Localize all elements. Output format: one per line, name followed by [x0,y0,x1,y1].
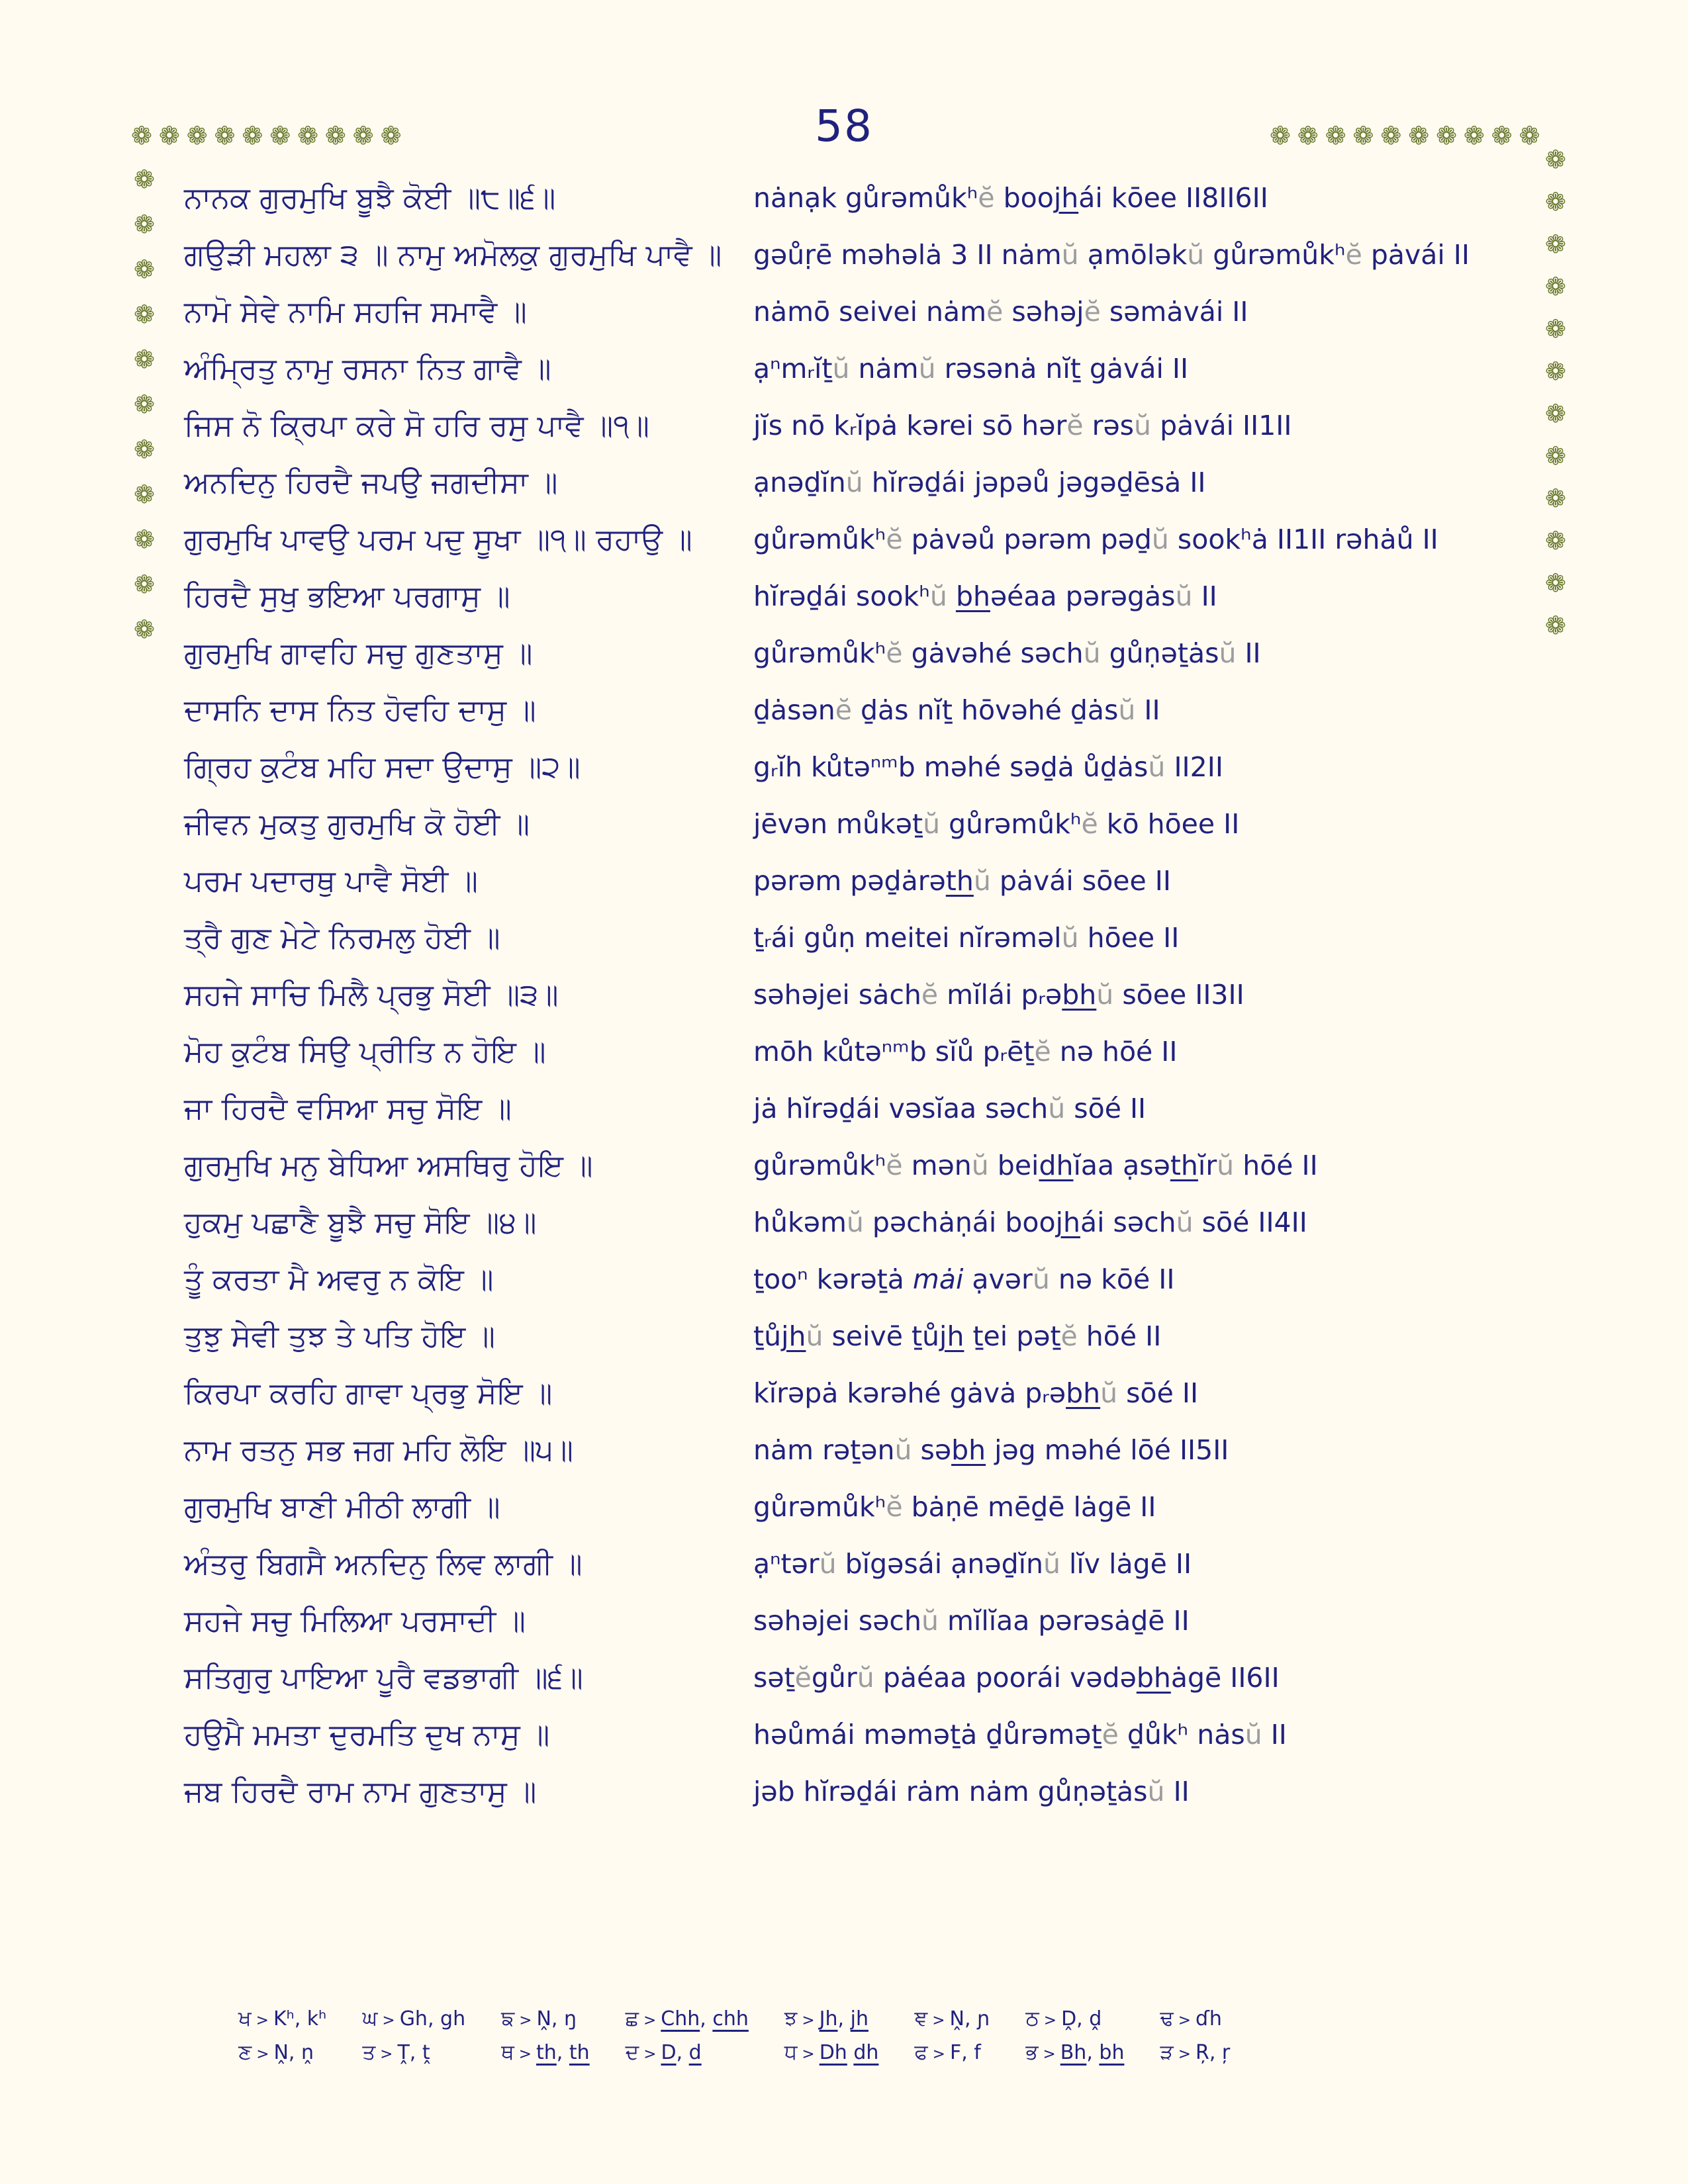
legend-gurmukhi-letter: ਛ [625,2007,639,2030]
verse-row [184,1137,1508,1194]
gurmukhi-text: ਗੁਰਮੁਖਿ ਮਨੁ ਬੇਧਿਆ ਅਸਥਿਰੁ ਹੋਇ ॥ [184,1148,593,1183]
transliteration-text: ạnəḏĭnŭ hĭrəḏái jəpəů jəgəḏēsȧ II [753,467,1206,498]
gurmukhi-text: ਸਹਜੇ ਸਚੁ ਮਿਲਿਆ ਪਰਸਾਦੀ ॥ [184,1603,526,1638]
transliteration-text: jēvən můkəṯŭ gůrəmůkʰĕ kō hōee II [753,808,1240,840]
transliteration-text: gůrəmůkʰĕ mənŭ beidhĭaa ạsəthĭrŭ hōé II [753,1150,1318,1181]
flower-icon: ❁ [186,121,208,150]
verse-row [184,682,1508,739]
flower-icon: ❁ [134,570,155,599]
verse-row [184,1365,1508,1422]
legend-gurmukhi-letter: ਝ [784,2007,798,2030]
legend-item [626,2040,749,2065]
legend-gurmukhi-letter: ਢ [1160,2007,1174,2030]
legend-latin-mapping: ɗh [1196,2007,1222,2030]
gurmukhi-text: ਜੀਵਨ ਮੁਕਤੁ ਗੁਰਮੁਖਿ ਕੋ ਹੋਈ ॥ [184,806,530,841]
flower-icon: ❁ [324,121,346,150]
legend-separator: > [1178,2046,1191,2063]
gurmukhi-text: ਸਹਜੇ ਸਾਚਿ ਮਿਲੈ ਪ੍ਰਭੁ ਸੋਈ ॥੩॥ [184,977,559,1012]
flower-icon: ❁ [134,390,155,419]
verse-row [184,1535,1508,1592]
verse-row [184,1194,1508,1251]
legend-item [1160,2007,1230,2031]
legend-item [238,2040,326,2065]
gurmukhi-text: ਗੁਰਮੁਖਿ ਬਾਣੀ ਮੀਠੀ ਲਾਗੀ ॥ [184,1489,500,1524]
gurmukhi-text: ਅੰਮ੍ਰਿਤੁ ਨਾਮੁ ਰਸਨਾ ਨਿਤ ਗਾਵੈ ॥ [184,351,551,386]
transliteration-text: səhəjei sȧchĕ mĭlái pᵣəbhŭ sōee II3II [753,979,1244,1011]
gurmukhi-text: ਨਾਮ ਰਤਨੁ ਸਭ ਜਗ ਮਹਿ ਲੋਇ ॥੫॥ [184,1432,573,1467]
legend-item [1025,2007,1124,2031]
legend-latin-mapping: Ṱ, ṱ [397,2041,430,2064]
flower-icon: ❁ [297,121,318,150]
verse-row [184,283,1508,340]
gurmukhi-text: ਪਰਮ ਪਦਾਰਥੁ ਪਾਵੈ ਸੋਈ ॥ [184,863,478,898]
legend-separator: > [380,2046,393,2063]
verse-row [184,454,1508,511]
legend-separator: > [1178,2012,1191,2029]
legend-separator: > [643,2046,657,2063]
transliteration-text: həůmái məməṯȧ ḏůrəməṯĕ ḏůkʰ nȧsŭ II [753,1719,1287,1751]
flower-icon: ❁ [1545,272,1566,301]
ornament-column-left [134,167,155,642]
flower-icon: ❁ [380,121,402,150]
flower-icon: ❁ [134,165,155,194]
verse-row [184,625,1508,682]
gurmukhi-text: ਗ੍ਰਿਹ ਕੁਟੰਬ ਮਹਿ ਸਦਾ ਉਦਾਸੁ ॥੨॥ [184,749,581,784]
verse-row [184,169,1508,226]
flower-icon: ❁ [131,121,152,150]
transliteration-text: gᵣĭh kůtəⁿᵐb məhé səḏȧ ůḏȧsŭ II2II [753,751,1223,783]
legend-separator: > [518,2046,532,2063]
legend-latin-mapping: Ṋ, ŋ [536,2007,577,2030]
verse-row [184,1479,1508,1535]
ornament-row-top-left [131,123,401,148]
verse-list [184,169,1508,1820]
gurmukhi-text: ਨਾਮੋ ਸੇਵੇ ਨਾਮਿ ਸਹਜਿ ਸਮਾਵੈ ॥ [184,294,527,329]
verse-row [184,1763,1508,1820]
transliteration-text: ṯᵣái gůṇ meitei nĭrəməlŭ hōee II [753,922,1180,954]
legend-gurmukhi-letter: ਘ [362,2007,378,2030]
legend-gurmukhi-letter: ਦ [625,2040,639,2064]
legend-gurmukhi-letter: ਧ [784,2040,798,2064]
verse-row [184,568,1508,625]
verse-row [184,966,1508,1023]
gurmukhi-text: ਤੁਝੁ ਸੇਵੀ ਤੁਝ ਤੇ ਪਤਿ ਹੋਇ ॥ [184,1318,495,1353]
legend-gurmukhi-letter: ਫ [914,2040,928,2064]
legend-gurmukhi-letter: ਣ [238,2040,252,2064]
legend-item [238,2007,326,2031]
transliteration-text: ạⁿmᵣĭṯŭ nȧmŭ rəsənȧ nĭṯ gȧvái II [753,353,1189,385]
legend-gurmukhi-letter: ਭ [1025,2040,1039,2064]
gurmukhi-text: ਦਾਸਨਿ ਦਾਸ ਨਿਤ ਹੋਵਹਿ ਦਾਸੁ ॥ [184,692,536,727]
legend-latin-mapping: Bh, bh [1060,2041,1125,2064]
legend-item [914,2007,990,2031]
legend-latin-mapping: th, th [536,2041,590,2064]
flower-icon: ❁ [134,525,155,554]
gurmukhi-text: ਹਿਰਦੈ ਸੁਖੁ ਭਇਆ ਪਰਗਾਸੁ ॥ [184,578,510,614]
transliteration-text: jəb hĭrəḏái rȧm nȧm gůṇəṯȧsŭ II [753,1776,1190,1807]
flower-icon: ❁ [352,121,374,150]
legend-latin-mapping: Dh dh [819,2041,879,2064]
legend-item [362,2040,465,2065]
gurmukhi-text: ਜਾ ਹਿਰਦੈ ਵਸਿਆ ਸਚੁ ਸੋਇ ॥ [184,1091,512,1126]
verse-row [184,1422,1508,1479]
transliteration-text: ḏȧsənĕ ḏȧs nĭṯ hōvəhé ḏȧsŭ II [753,694,1160,726]
flower-icon: ❁ [269,121,291,150]
flower-icon: ❁ [1380,121,1402,150]
legend-gurmukhi-letter: ਖ [238,2007,252,2030]
legend-item [501,2007,590,2031]
legend-latin-mapping: D, d [661,2041,702,2064]
legend-separator: > [382,2012,395,2029]
legend-item [1025,2040,1124,2065]
legend-latin-mapping: F, f [949,2041,981,2064]
legend-gurmukhi-letter: ਙ [501,2007,515,2030]
flower-icon: ❁ [134,480,155,509]
flower-icon: ❁ [1545,611,1566,640]
verse-row [184,340,1508,397]
flower-icon: ❁ [1519,121,1540,150]
legend-separator: > [519,2012,532,2029]
legend-gurmukhi-letter: ਞ [914,2007,928,2030]
verse-row [184,1706,1508,1763]
verse-row [184,739,1508,796]
legend-grid [238,2007,1230,2065]
gurmukhi-text: ਤ੍ਰੈ ਗੁਣ ਮੇਟੇ ਨਿਰਮਲੁ ਹੋਈ ॥ [184,920,500,955]
flower-icon: ❁ [1352,121,1374,150]
flower-icon: ❁ [1297,121,1319,150]
legend-latin-mapping: Ṋ, ṋ [273,2041,314,2064]
verse-row [184,1308,1508,1365]
legend-separator: > [802,2046,815,2063]
transliteration-text: gůrəmůkʰĕ gȧvəhé səchŭ gůṇəṯȧsŭ II [753,637,1261,669]
ornament-column-right [1545,147,1566,638]
verse-row [184,852,1508,909]
flower-icon: ❁ [1545,484,1566,513]
legend-latin-mapping: Ŗ, ŗ [1196,2041,1231,2064]
legend-latin-mapping: Kʰ, kʰ [273,2007,327,2030]
legend-separator: > [643,2012,657,2029]
legend-separator: > [932,2012,945,2029]
flower-icon: ❁ [134,615,155,644]
legend-item [362,2007,465,2031]
legend-separator: > [256,2012,269,2029]
gurmukhi-text: ਜਬ ਹਿਰਦੈ ਰਾਮ ਨਾਮ ਗੁਣਤਾਸੁ ॥ [184,1774,537,1809]
flower-icon: ❁ [134,300,155,329]
transliteration-text: nȧmō seivei nȧmĕ səhəjĕ səmȧvái II [753,296,1248,328]
flower-icon: ❁ [1545,314,1566,343]
verse-row [184,909,1508,966]
flower-icon: ❁ [1545,187,1566,216]
verse-row [184,1080,1508,1137]
transliteration-text: ṯůjhŭ seivē ṯůjh ṯei pəṯĕ hōé II [753,1320,1162,1352]
gurmukhi-text: ਜਿਸ ਨੋ ਕ੍ਰਿਪਾ ਕਰੇ ਸੋ ਹਰਿ ਰਸੁ ਪਾਵੈ ॥੧॥ [184,408,649,443]
verse-row [184,397,1508,454]
flower-icon: ❁ [134,255,155,284]
transliteration-text: gəůṛē məhəlȧ 3 II nȧmŭ ạmōləkŭ gůrəmůkʰĕ pȧvái II [753,239,1470,271]
transliteration-text: kĭrəpȧ kərəhé gȧvȧ pᵣəbhŭ sōé II [753,1377,1199,1409]
flower-icon: ❁ [1463,121,1485,150]
flower-icon: ❁ [1545,145,1566,174]
gurmukhi-text: ਅੰਤਰੁ ਬਿਗਸੈ ਅਨਦਿਨੁ ਲਿਵ ਲਾਗੀ ॥ [184,1546,583,1581]
transliteration-legend [238,2007,1230,2065]
legend-item [784,2007,879,2031]
verse-row [184,1251,1508,1308]
legend-item [1160,2040,1230,2065]
transliteration-text: pərəm pəḏȧrəthŭ pȧvái sōee II [753,865,1171,897]
legend-gurmukhi-letter: ਥ [501,2040,514,2064]
flower-icon: ❁ [1545,230,1566,259]
legend-separator: > [1043,2046,1056,2063]
flower-icon: ❁ [158,121,180,150]
gurmukhi-text: ਨਾਨਕ ਗੁਰਮੁਖਿ ਬੂਝੈ ਕੋਈ ॥੮॥੬॥ [184,180,556,215]
legend-latin-mapping: Chh, chh [661,2007,749,2030]
flower-icon: ❁ [1491,121,1513,150]
legend-gurmukhi-letter: ੜ [1160,2040,1174,2064]
flower-icon: ❁ [1545,399,1566,428]
flower-icon: ❁ [1436,121,1457,150]
flower-icon: ❁ [1408,121,1430,150]
gurmukhi-text: ਸਤਿਗੁਰੁ ਪਾਇਆ ਪੂਰੈ ਵਡਭਾਗੀ ॥੬॥ [184,1660,583,1695]
transliteration-text: ạⁿtərŭ bĭgəsái ạnəḏĭnŭ lĭv lȧgē II [753,1548,1192,1580]
legend-latin-mapping: Gh, gh [399,2007,466,2030]
gurmukhi-text: ਤੂੰ ਕਰਤਾ ਮੈ ਅਵਰੁ ਨ ਕੋਇ ॥ [184,1261,494,1297]
gurmukhi-text: ਅਨਦਿਨੁ ਹਿਰਦੈ ਜਪਉ ਜਗਦੀਸਾ ॥ [184,465,558,500]
legend-item [784,2040,879,2065]
verse-row [184,226,1508,283]
transliteration-text: səṯĕgůrŭ pȧéaa poorái vədəbhȧgē II6II [753,1662,1280,1694]
verse-row [184,1649,1508,1706]
transliteration-text: mōh kůtəⁿᵐb sĭů pᵣēṯĕ nə hōé II [753,1036,1178,1068]
gurmukhi-text: ਗਉੜੀ ਮਹਲਾ ੩ ॥ ਨਾਮੁ ਅਮੋਲਕੁ ਗੁਰਮੁਖਿ ਪਾਵੈ ॥ [184,237,722,272]
legend-latin-mapping: Jh, jh [819,2007,868,2030]
legend-item [626,2007,749,2031]
transliteration-text: hĭrəḏái sookʰŭ bhəéaa pərəgȧsŭ II [753,580,1217,612]
legend-gurmukhi-letter: ਤ [362,2040,376,2064]
gurmukhi-text: ਕਿਰਪਾ ਕਰਹਿ ਗਾਵਾ ਪ੍ਰਭੁ ਸੋਇ ॥ [184,1375,553,1410]
transliteration-text: jĭs nō kᵣĭpȧ kərei sō hərĕ rəsŭ pȧvái II1II [753,410,1292,441]
flower-icon: ❁ [134,435,155,464]
gurmukhi-text: ਗੁਰਮੁਖਿ ਗਾਵਹਿ ਸਚੁ ਗੁਣਤਾਸੁ ॥ [184,635,533,670]
legend-gurmukhi-letter: ਠ [1025,2007,1039,2030]
legend-separator: > [1043,2012,1057,2029]
flower-icon: ❁ [134,345,155,374]
flower-icon: ❁ [1545,526,1566,555]
verse-row [184,1023,1508,1080]
ornament-row-top-right [1270,123,1540,148]
legend-separator: > [256,2046,269,2063]
legend-item [914,2040,990,2065]
transliteration-text: səhəjei səchŭ mĭlĭaa pərəsȧḏē II [753,1605,1190,1637]
transliteration-text: gůrəmůkʰĕ pȧvəů pərəm pəḏŭ sookʰȧ II1II rəhȧů II [753,523,1438,555]
transliteration-text: nȧnạk gůrəmůkʰĕ boojhái kōee II8II6II [753,182,1268,214]
flower-icon: ❁ [242,121,263,150]
flower-icon: ❁ [1545,441,1566,471]
verse-row [184,511,1508,568]
flower-icon: ❁ [214,121,236,150]
verse-row [184,1592,1508,1649]
flower-icon: ❁ [1545,357,1566,386]
legend-separator: > [802,2012,815,2029]
legend-latin-mapping: Ṋ, ɲ [949,2007,990,2030]
gurmukhi-text: ਗੁਰਮੁਖਿ ਪਾਵਉ ਪਰਮ ਪਦੁ ਸੂਖਾ ॥੧॥ ਰਹਾਉ ॥ [184,522,692,557]
legend-separator: > [932,2046,945,2063]
transliteration-text: ṯooⁿ kərəṯȧ mȧi ạvərŭ nə kōé II [753,1263,1175,1295]
gurmukhi-text: ਮੋਹ ਕੁਟੰਬ ਸਿਉ ਪ੍ਰੀਤਿ ਨ ਹੋਇ ॥ [184,1034,546,1069]
legend-item [501,2040,590,2065]
flower-icon: ❁ [134,210,155,239]
transliteration-text: nȧm rəṯənŭ səbh jəg məhé lōé II5II [753,1434,1229,1466]
flower-icon: ❁ [1325,121,1346,150]
flower-icon: ❁ [1545,569,1566,598]
transliteration-text: jȧ hĭrəḏái vəsĭaa səchŭ sōé II [753,1093,1147,1124]
transliteration-text: hůkəmŭ pəchȧṇái boojhái səchŭ sōé II4II [753,1206,1307,1238]
gurmukhi-text: ਹੁਕਮੁ ਪਛਾਣੈ ਬੂਝੈ ਸਚੁ ਸੋਇ ॥੪॥ [184,1205,537,1240]
legend-latin-mapping: Ḓ, ḓ [1061,2007,1102,2030]
transliteration-text: gůrəmůkʰĕ bȧṇē mēḏē lȧgē II [753,1491,1156,1523]
flower-icon: ❁ [1270,121,1291,150]
gurmukhi-text: ਹਉਮੈ ਮਮਤਾ ਦੁਰਮਤਿ ਦੁਖ ਨਾਸੁ ॥ [184,1717,550,1752]
page-number: 58 [815,101,873,152]
verse-row [184,796,1508,852]
